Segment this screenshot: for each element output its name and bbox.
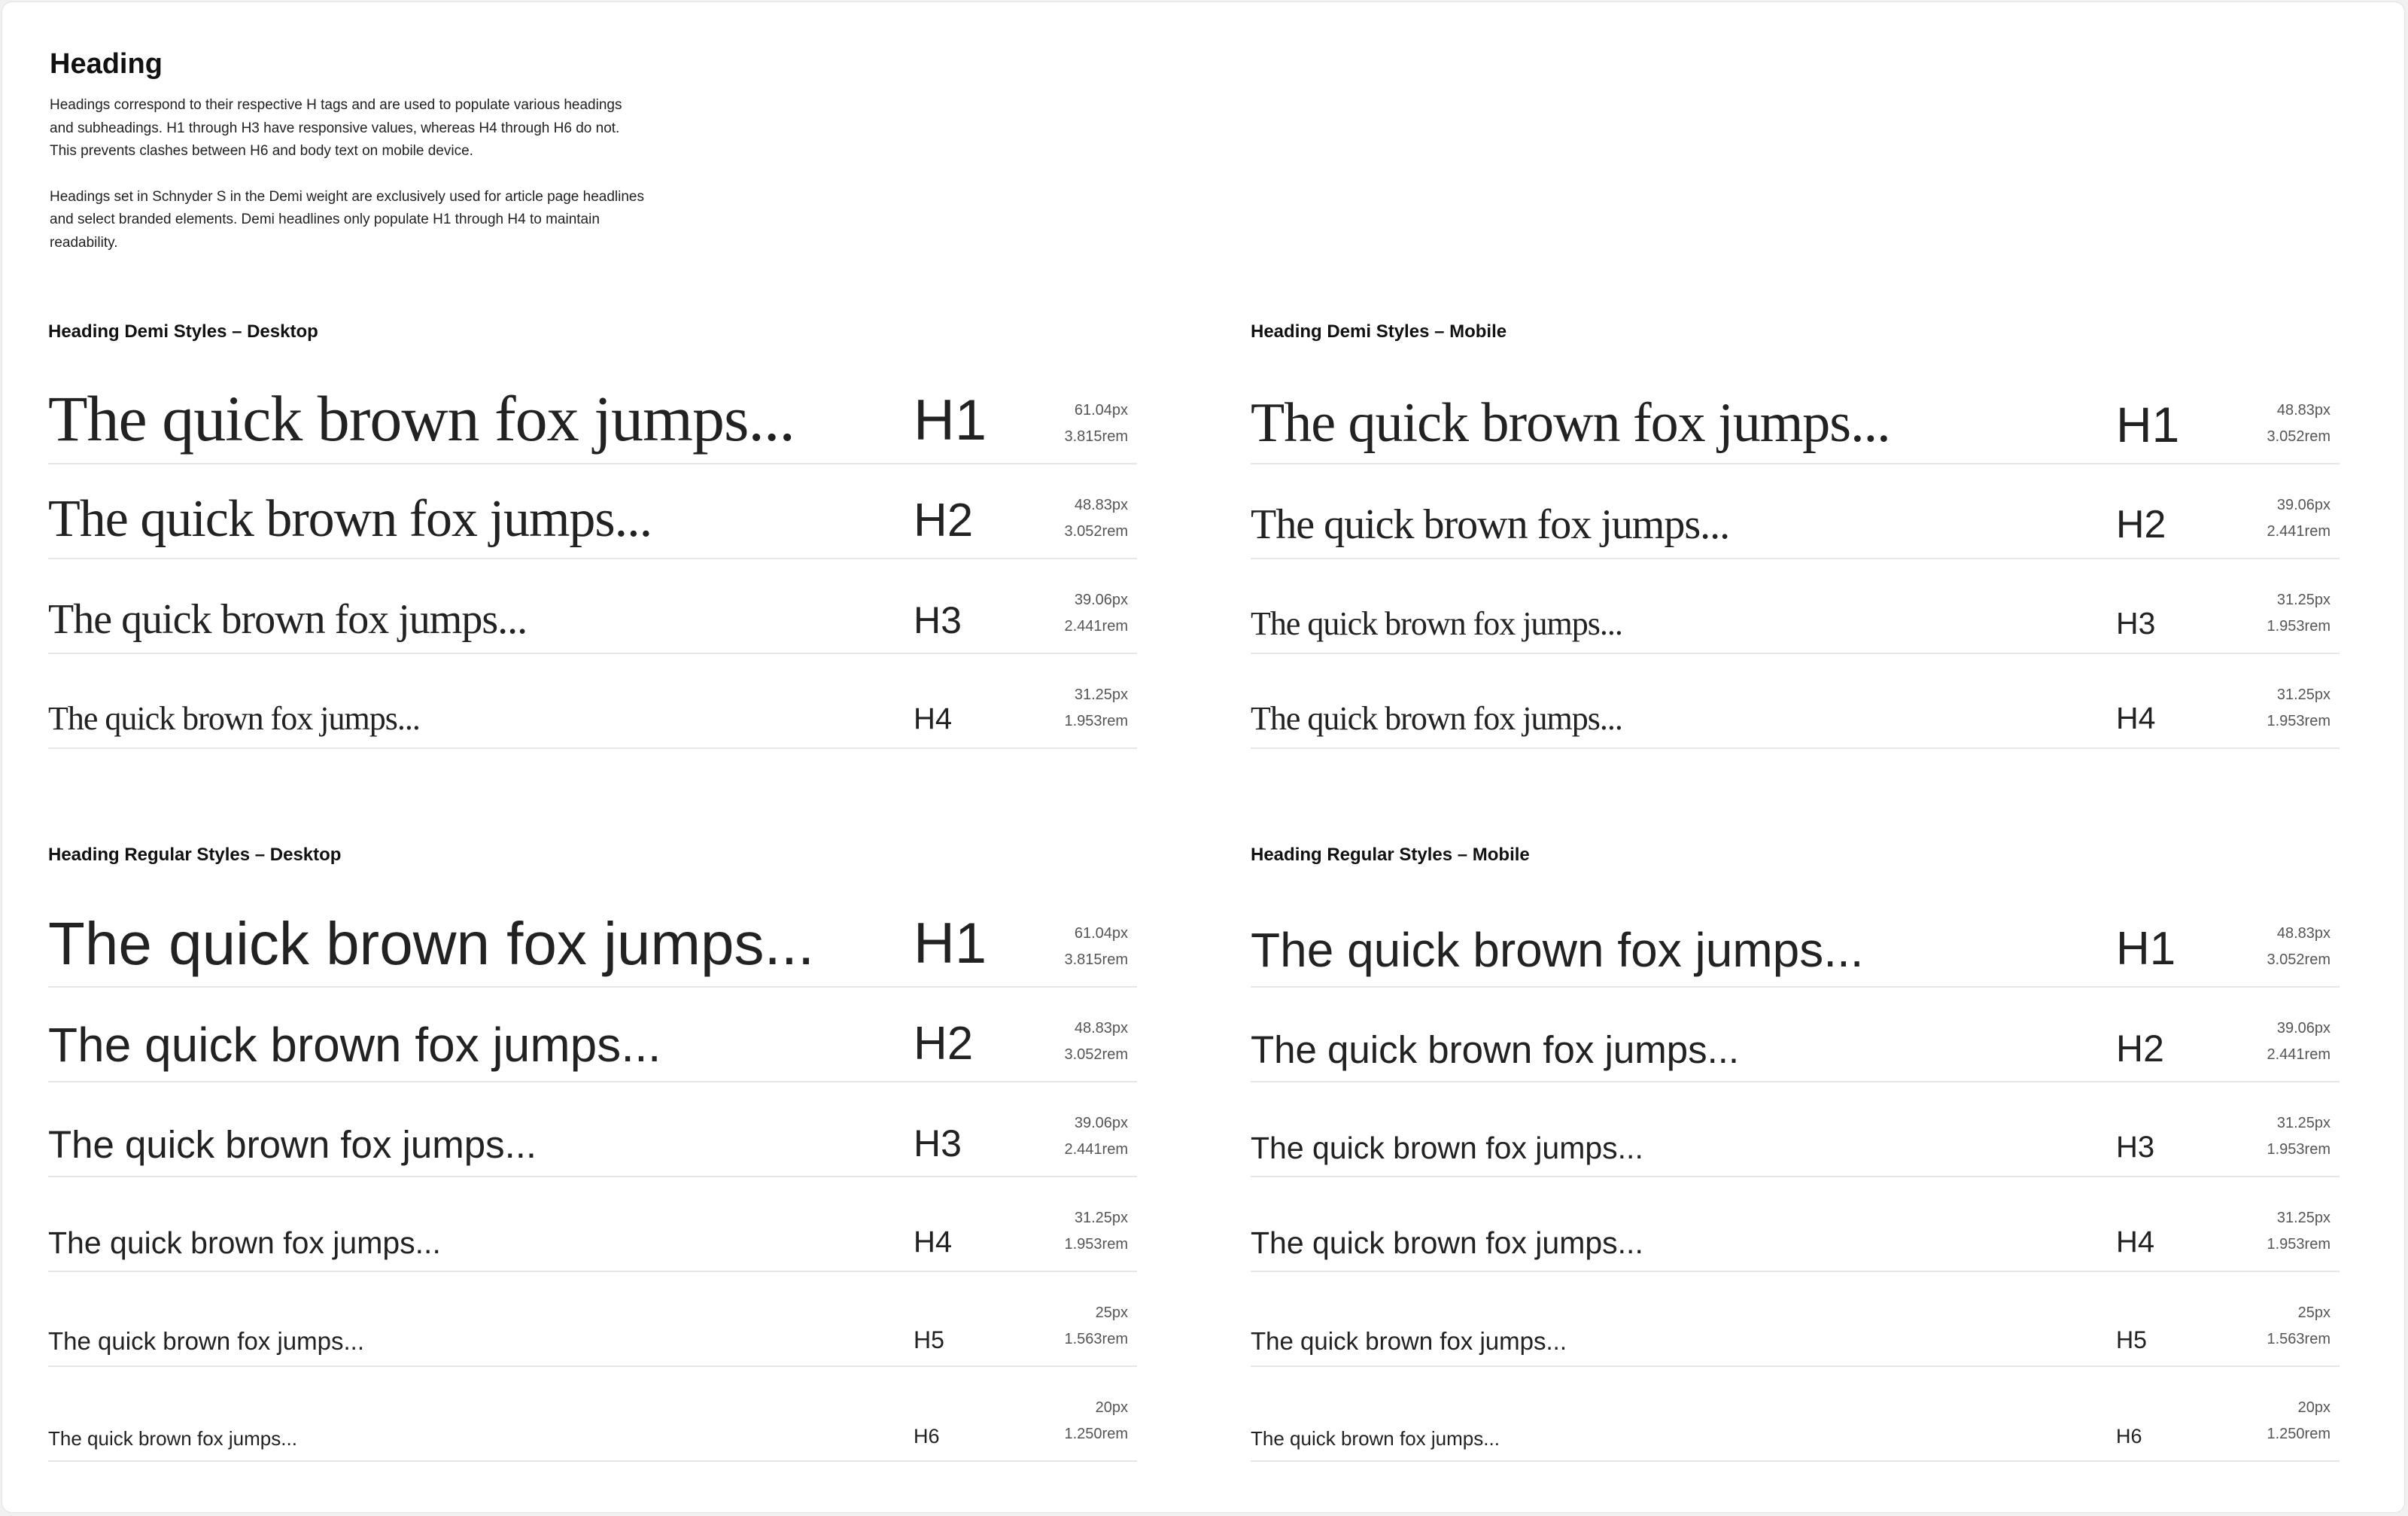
size-rem: 1.953rem bbox=[1064, 713, 1128, 729]
page-title: Heading bbox=[50, 48, 163, 80]
size-rem: 3.052rem bbox=[2267, 428, 2330, 445]
type-row-h2 bbox=[1251, 988, 2340, 1082]
type-row-h3 bbox=[1251, 559, 2340, 654]
heading-tag: H5 bbox=[914, 1326, 944, 1353]
type-row-h4 bbox=[48, 654, 1137, 749]
size-px: 20px bbox=[2297, 1399, 2330, 1416]
type-sample: The quick brown fox jumps... bbox=[1251, 1225, 1643, 1260]
size-px: 61.04px bbox=[1074, 402, 1128, 419]
type-row-h2 bbox=[48, 464, 1137, 559]
type-sample: The quick brown fox jumps... bbox=[48, 1427, 297, 1450]
size-px: 48.83px bbox=[2276, 402, 2330, 419]
size-rem: 1.953rem bbox=[2267, 1236, 2330, 1253]
type-row-h1 bbox=[1251, 893, 2340, 988]
heading-tag: H6 bbox=[2116, 1425, 2142, 1448]
size-px: 25px bbox=[2297, 1304, 2330, 1321]
type-row-h4 bbox=[48, 1177, 1137, 1272]
type-sample: The quick brown fox jumps... bbox=[1251, 700, 1622, 737]
intro-paragraph-1: Headings correspond to their respective H tags and are used to populate various headings and subheadings. H1 through H3 have responsive values, whereas H4 through H6 do not. This prevents clashes between H6 and body text on mobile device. bbox=[50, 97, 622, 159]
size-rem: 3.052rem bbox=[2267, 951, 2330, 968]
type-row-h1 bbox=[48, 893, 1137, 988]
size-values bbox=[1065, 1205, 1129, 1258]
size-rem: 2.441rem bbox=[2267, 523, 2330, 540]
size-px: 48.83px bbox=[2276, 925, 2330, 942]
heading-tag: H4 bbox=[2116, 1225, 2155, 1259]
heading-tag: H2 bbox=[2116, 503, 2166, 546]
size-px: 31.25px bbox=[2276, 1115, 2330, 1131]
type-sample: The quick brown fox jumps... bbox=[1251, 1131, 1643, 1165]
size-rem: 3.815rem bbox=[1064, 951, 1128, 968]
size-rem: 1.953rem bbox=[1064, 1236, 1128, 1253]
type-row-h4 bbox=[1251, 1177, 2340, 1272]
heading-tag: H5 bbox=[2116, 1326, 2147, 1353]
size-px: 31.25px bbox=[1074, 1210, 1128, 1226]
size-rem: 1.563rem bbox=[1064, 1331, 1128, 1347]
size-rem: 1.953rem bbox=[2267, 618, 2330, 635]
size-values bbox=[1065, 1300, 1129, 1353]
heading-tag: H1 bbox=[914, 912, 987, 976]
heading-tag: H3 bbox=[914, 1122, 962, 1164]
size-px: 48.83px bbox=[1074, 1020, 1128, 1037]
type-row-h3 bbox=[48, 559, 1137, 654]
type-sample: The quick brown fox jumps... bbox=[1251, 501, 1730, 548]
size-px: 20px bbox=[1095, 1399, 1128, 1416]
size-values bbox=[2267, 1205, 2331, 1258]
type-row-h5 bbox=[1251, 1272, 2340, 1367]
type-sample: The quick brown fox jumps... bbox=[1251, 1028, 1740, 1071]
size-rem: 2.441rem bbox=[1064, 1141, 1128, 1158]
type-sample: The quick brown fox jumps... bbox=[1251, 1427, 1500, 1450]
type-row-h4 bbox=[1251, 654, 2340, 749]
type-sample: The quick brown fox jumps... bbox=[48, 1225, 441, 1260]
type-sample: The quick brown fox jumps... bbox=[1251, 1327, 1567, 1355]
panel-title: Heading Demi Styles – Desktop bbox=[48, 321, 318, 342]
size-values bbox=[1065, 1110, 1129, 1163]
heading-tag: H3 bbox=[2116, 1131, 2155, 1164]
panel-title: Heading Regular Styles – Mobile bbox=[1251, 845, 1530, 865]
heading-tag: H3 bbox=[914, 599, 962, 641]
panel-demi-mobile bbox=[1251, 321, 2340, 749]
type-row-h6 bbox=[1251, 1367, 2340, 1462]
panel-title: Heading Demi Styles – Mobile bbox=[1251, 321, 1507, 342]
intro-section bbox=[50, 46, 727, 254]
size-rem: 2.441rem bbox=[2267, 1046, 2330, 1063]
size-values bbox=[2267, 921, 2331, 973]
type-sample: The quick brown fox jumps... bbox=[48, 1123, 537, 1166]
size-px: 48.83px bbox=[1074, 497, 1128, 513]
type-row-h2 bbox=[1251, 464, 2340, 559]
size-rem: 1.953rem bbox=[2267, 713, 2330, 729]
size-values bbox=[2267, 587, 2331, 640]
type-sample: The quick brown fox jumps... bbox=[1251, 392, 1890, 454]
size-values bbox=[2267, 1395, 2331, 1448]
heading-tag: H2 bbox=[914, 495, 974, 546]
intro-paragraph-2: Headings set in Schnyder S in the Demi weight are exclusively used for article page headlines and select branded elements. Demi headlines only populate H1 through H4 to maintain readability. bbox=[50, 188, 644, 251]
type-row-h1 bbox=[1251, 370, 2340, 464]
size-px: 31.25px bbox=[2276, 592, 2330, 608]
type-sample: The quick brown fox jumps... bbox=[48, 490, 652, 548]
size-values bbox=[1065, 1395, 1129, 1448]
type-sample: The quick brown fox jumps... bbox=[1251, 923, 1864, 977]
type-sample: The quick brown fox jumps... bbox=[48, 1327, 365, 1355]
heading-tag: H4 bbox=[2116, 701, 2156, 735]
panel-regular-desktop bbox=[48, 844, 1137, 1462]
size-rem: 2.441rem bbox=[1064, 618, 1128, 635]
heading-tag: H1 bbox=[2116, 923, 2176, 975]
type-sample: The quick brown fox jumps... bbox=[48, 596, 528, 643]
size-values bbox=[2267, 1015, 2331, 1068]
size-px: 31.25px bbox=[2276, 1210, 2330, 1226]
size-rem: 3.052rem bbox=[1064, 1046, 1128, 1063]
type-row-h1 bbox=[48, 370, 1137, 464]
type-sample: The quick brown fox jumps... bbox=[48, 1018, 661, 1072]
panel-demi-desktop bbox=[48, 321, 1137, 749]
size-values bbox=[2267, 397, 2331, 450]
heading-tag: H4 bbox=[914, 702, 953, 735]
size-values bbox=[2267, 682, 2331, 735]
size-values bbox=[1065, 492, 1129, 545]
size-values bbox=[1065, 921, 1129, 973]
heading-tag: H1 bbox=[914, 388, 987, 452]
size-values bbox=[2267, 492, 2331, 545]
size-rem: 3.052rem bbox=[1064, 523, 1128, 540]
size-px: 61.04px bbox=[1074, 925, 1128, 942]
type-row-h5 bbox=[48, 1272, 1137, 1367]
panel-regular-mobile bbox=[1251, 844, 2340, 1462]
type-row-h3 bbox=[1251, 1082, 2340, 1177]
type-row-h2 bbox=[48, 988, 1137, 1082]
size-values bbox=[2267, 1300, 2331, 1353]
size-px: 39.06px bbox=[1074, 592, 1128, 608]
size-rem: 3.815rem bbox=[1064, 428, 1128, 445]
type-sample: The quick brown fox jumps... bbox=[48, 910, 815, 977]
size-rem: 1.953rem bbox=[2267, 1141, 2330, 1158]
size-values bbox=[1065, 682, 1129, 735]
heading-tag: H6 bbox=[914, 1425, 940, 1448]
panel-title: Heading Regular Styles – Desktop bbox=[48, 845, 342, 865]
size-px: 39.06px bbox=[2276, 1020, 2330, 1037]
heading-tag: H3 bbox=[2116, 606, 2156, 641]
size-values bbox=[1065, 397, 1129, 450]
size-rem: 1.563rem bbox=[2267, 1331, 2330, 1347]
size-px: 25px bbox=[1095, 1304, 1128, 1321]
heading-tag: H4 bbox=[914, 1225, 953, 1259]
size-rem: 1.250rem bbox=[2267, 1426, 2330, 1442]
heading-tag: H1 bbox=[2116, 397, 2180, 452]
size-px: 31.25px bbox=[2276, 686, 2330, 703]
size-values bbox=[1065, 1015, 1129, 1068]
type-sample: The quick brown fox jumps... bbox=[48, 700, 420, 737]
type-sample: The quick brown fox jumps... bbox=[48, 382, 795, 455]
size-values bbox=[2267, 1110, 2331, 1163]
size-px: 31.25px bbox=[1074, 686, 1128, 703]
type-sample: The quick brown fox jumps... bbox=[1251, 605, 1622, 642]
size-values bbox=[1065, 587, 1129, 640]
heading-tag: H2 bbox=[914, 1018, 974, 1070]
type-row-h6 bbox=[48, 1367, 1137, 1462]
size-rem: 1.250rem bbox=[1064, 1426, 1128, 1442]
page-frame bbox=[2, 2, 2405, 1513]
type-row-h3 bbox=[48, 1082, 1137, 1177]
heading-tag: H2 bbox=[2116, 1027, 2164, 1070]
size-px: 39.06px bbox=[2276, 497, 2330, 513]
size-px: 39.06px bbox=[1074, 1115, 1128, 1131]
